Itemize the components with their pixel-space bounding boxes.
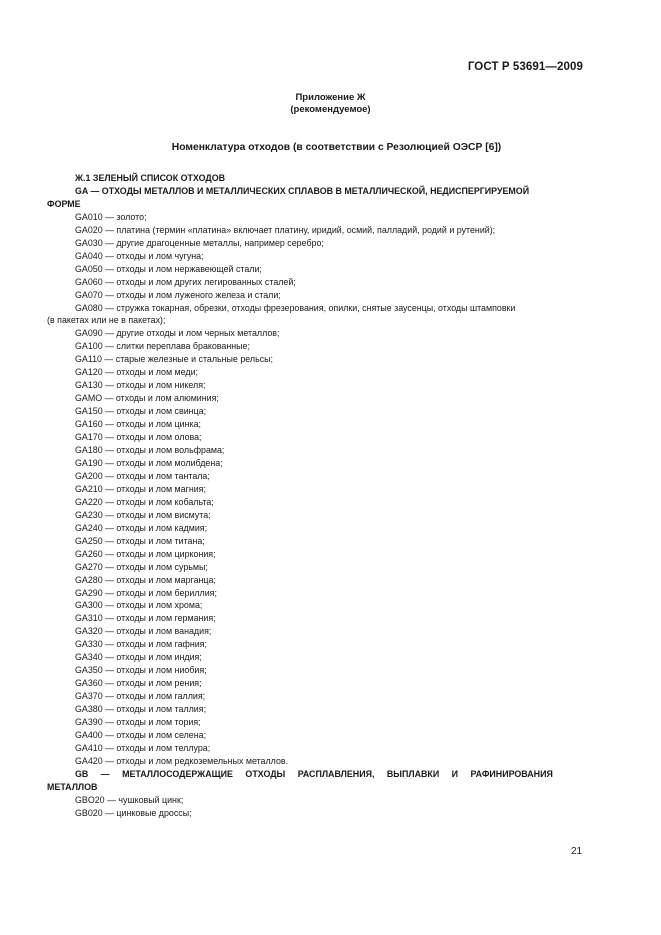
list-item: GA220 — отходы и лом кобальта; — [75, 496, 214, 507]
list-item: GA050 — отходы и лом нержавеющей стали; — [75, 263, 262, 274]
ga080-line1: GA080 — стружка токарная, обрезки, отходы фрезерования, опилки, снятые заусенцы, отходы штамповки — [75, 302, 516, 313]
list-item: GA160 — отходы и лом цинка; — [75, 419, 201, 430]
ga080-line2: (в пакетах или не в пакетах); — [47, 315, 166, 326]
list-item: GA250 — отходы и лом титана; — [75, 535, 205, 546]
list-item: GA380 — отходы и лом таллия; — [75, 704, 207, 715]
list-item: GA320 — отходы и лом ванадия; — [75, 626, 212, 637]
list-item: GA410 — отходы и лом теллура; — [75, 742, 211, 753]
list-item: GA270 — отходы и лом сурьмы; — [75, 561, 208, 572]
list-item: GA130 — отходы и лом никеля; — [75, 380, 206, 391]
list-item: GA090 — другие отходы и лом черных металлов; — [75, 328, 280, 339]
ga-list-before — [47, 211, 583, 302]
appendix-subtitle: (рекомендуемое) — [290, 104, 371, 115]
list-item: GB020 — цинковые дроссы; — [75, 807, 192, 818]
list-item: GA240 — отходы и лом кадмия; — [75, 522, 208, 533]
list-item: GA040 — отходы и лом чугуна; — [75, 250, 204, 261]
list-item: GA280 — отходы и лом марганца; — [75, 574, 216, 585]
list-item: GA400 — отходы и лом селена; — [75, 729, 207, 740]
ga-heading-line2: ФОРМЕ — [47, 198, 81, 209]
list-item: GA210 — отходы и лом магния; — [75, 483, 206, 494]
page-number: 21 — [571, 846, 583, 857]
section-heading: Ж.1 ЗЕЛЕНЫЙ СПИСОК ОТХОДОВ — [75, 173, 226, 183]
gb-list — [47, 794, 583, 820]
list-item: GA110 — старые железные и стальные рельсы; — [75, 354, 273, 365]
gb-heading-line2: МЕТАЛЛОВ — [47, 781, 98, 792]
list-item: GA020 — платина (термин «платина» включает платину, иридий, осмий, палладий, родий и рутений); — [75, 224, 496, 235]
list-item: GA230 — отходы и лом висмута; — [75, 509, 211, 520]
list-item: GA340 — отходы и лом индия; — [75, 652, 202, 663]
list-item: GA180 — отходы и лом вольфрама; — [75, 445, 225, 456]
list-item: GA370 — отходы и лом галлия; — [75, 691, 206, 702]
ga-heading-line1: GA — ОТХОДЫ МЕТАЛЛОВ И МЕТАЛЛИЧЕСКИХ СПЛАВОВ В МЕТАЛЛИЧЕСКОЙ, НЕДИСПЕРГИРУЕМОЙ — [75, 185, 530, 196]
list-item: GAMO — отходы и лом алюминия; — [75, 393, 219, 404]
list-item: GA190 — отходы и лом молибдена; — [75, 457, 223, 468]
list-item: GA300 — отходы и лом хрома; — [75, 600, 203, 611]
list-item: GA100 — слитки переплава бракованные; — [75, 341, 250, 352]
list-item: GA360 — отходы и лом рения; — [75, 678, 202, 689]
list-item: GA120 — отходы и лом меди; — [75, 367, 198, 378]
standard-number: ГОСТ Р 53691—2009 — [467, 61, 583, 73]
list-item: GA030 — другие драгоценные металлы, например серебро; — [75, 237, 324, 248]
list-item: GA150 — отходы и лом свинца; — [75, 406, 207, 417]
list-item: GA420 — отходы и лом редкоземельных металлов. — [75, 755, 289, 766]
list-item: GA310 — отходы и лом германия; — [75, 613, 216, 624]
list-item: GA290 — отходы и лом бериллия; — [75, 587, 217, 598]
list-item: GA070 — отходы и лом луженого железа и стали; — [75, 289, 281, 300]
gb-heading-line1: GB — МЕТАЛЛОСОДЕРЖАЩИЕ ОТХОДЫ РАСПЛАВЛЕНИЯ, ВЫПЛАВКИ И РАФИНИРОВАНИЯ — [75, 768, 553, 779]
list-item: GA390 — отходы и лом тория; — [75, 717, 201, 728]
list-item: GA060 — отходы и лом других легированных сталей; — [75, 276, 296, 287]
document-body — [47, 172, 583, 820]
list-item: GA200 — отходы и лом тантала; — [75, 470, 210, 481]
list-item: GA010 — золото; — [75, 211, 147, 222]
appendix-title: Приложение Ж — [295, 92, 366, 103]
ga-list-after — [47, 327, 583, 767]
document-title: Номенклатура отходов (в соответствии с Резолюцией ОЭСР [6]) — [171, 142, 502, 153]
list-item: GA330 — отходы и лом гафния; — [75, 639, 207, 650]
list-item: GA170 — отходы и лом олова; — [75, 432, 202, 443]
list-item: GA260 — отходы и лом циркония; — [75, 548, 216, 559]
list-item: GBO20 — чушковый цинк; — [75, 794, 184, 805]
list-item: GA350 — отходы и лом ниобия; — [75, 665, 207, 676]
